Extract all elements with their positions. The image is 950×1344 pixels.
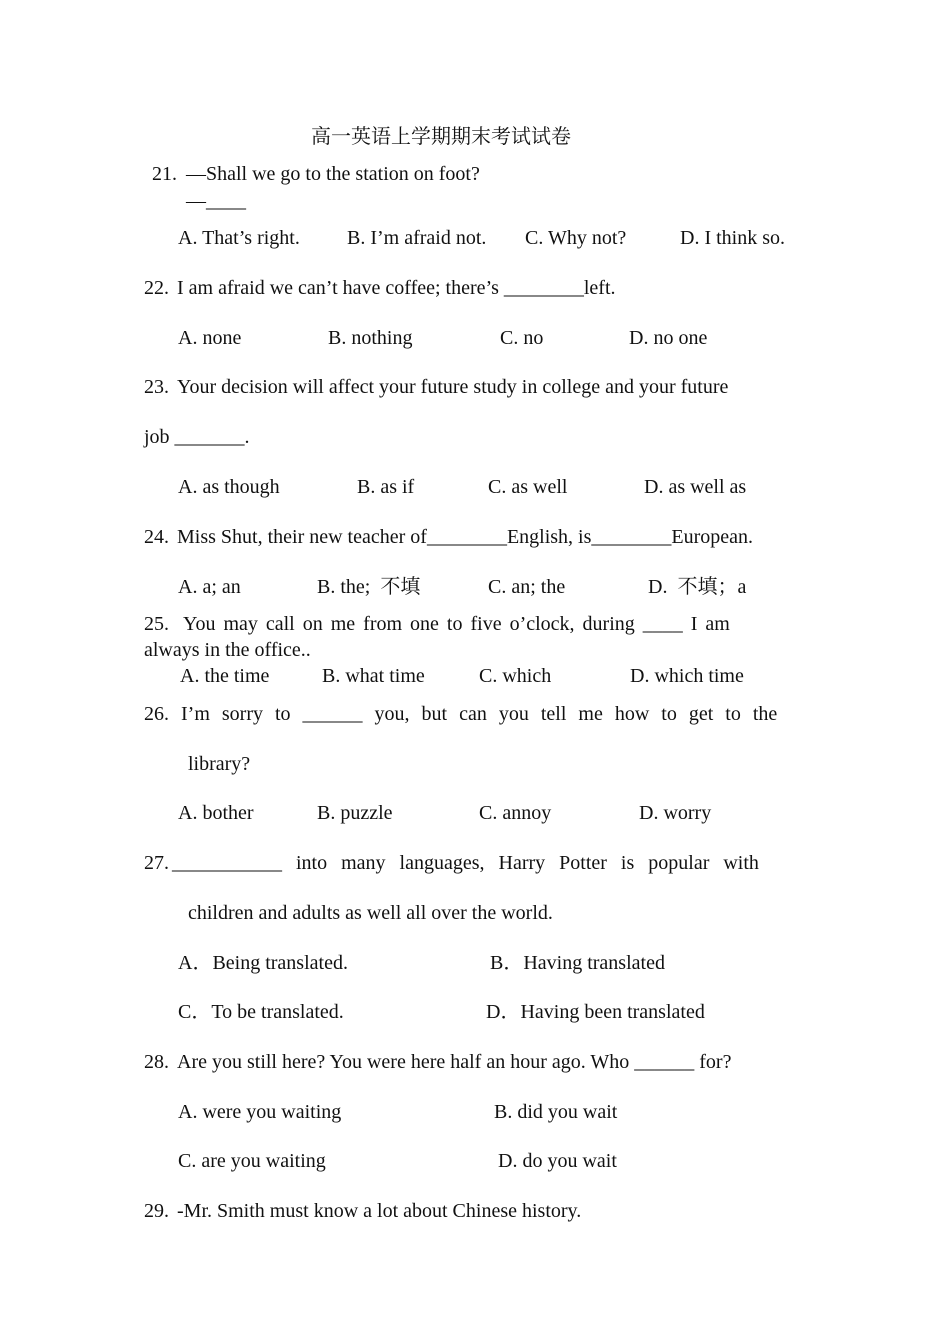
question-stem: Your decision will affect your future study in college and your future — [177, 376, 729, 398]
option-b: B. did you wait — [494, 1101, 618, 1123]
question-stem-continued: children and adults as well all over the world. — [188, 902, 553, 924]
question-stem-continued: —____ — [186, 190, 246, 212]
option-c: C．To be translated. — [178, 1001, 344, 1023]
option-a: A. That’s right. — [178, 227, 300, 249]
question-number: 29. — [144, 1200, 169, 1222]
question-stem: You may call on me from one to five o’clock, during ____ I am — [183, 613, 730, 635]
option-b: B. the; 不填 — [317, 576, 421, 598]
question-stem-continued: job _______. — [144, 426, 250, 448]
option-b: B. I’m afraid not. — [347, 227, 487, 249]
option-a: A. a; an — [178, 576, 241, 598]
option-d: D. which time — [630, 665, 744, 687]
option-d: D. I think so. — [680, 227, 785, 249]
option-b: B. puzzle — [317, 802, 393, 824]
question-stem: —Shall we go to the station on foot? — [186, 163, 480, 185]
option-c: C. Why not? — [525, 227, 627, 249]
option-b: B. as if — [357, 476, 415, 498]
question-number: 27. — [144, 852, 169, 874]
question-stem: -Mr. Smith must know a lot about Chinese history. — [177, 1200, 582, 1222]
option-a: A．Being translated. — [178, 952, 348, 974]
question-number: 26. — [144, 703, 169, 725]
question-stem: I’m sorry to ______ you, but can you tell me how to get to the — [181, 703, 778, 725]
question-stem: ___________ into many languages, Harry Potter is popular with — [172, 852, 759, 874]
question-number: 21. — [152, 163, 177, 185]
option-a: A. bother — [178, 802, 254, 824]
option-d: D. as well as — [644, 476, 747, 498]
option-c: C. as well — [488, 476, 568, 498]
option-a: A. as though — [178, 476, 280, 498]
question-stem-continued: always in the office.. — [144, 639, 311, 661]
question-number: 23. — [144, 376, 169, 398]
option-c: C. no — [500, 327, 544, 349]
option-c: C. are you waiting — [178, 1150, 326, 1172]
question-number: 24. — [144, 526, 169, 548]
option-a: A. the time — [180, 665, 270, 687]
option-b: B. nothing — [328, 327, 413, 349]
question-stem-continued: library? — [188, 753, 251, 775]
option-c: C. annoy — [479, 802, 552, 824]
question-stem: I am afraid we can’t have coffee; there’s ________left. — [177, 277, 616, 299]
option-b: B．Having translated — [490, 952, 665, 974]
question-stem: Miss Shut, their new teacher of________English, is________European. — [177, 526, 754, 548]
question-number: 28. — [144, 1051, 169, 1073]
question-number: 22. — [144, 277, 169, 299]
option-d: D. worry — [639, 802, 712, 824]
option-d: D. 不填；a — [648, 576, 747, 598]
option-d: D. no one — [629, 327, 708, 349]
question-number: 25. — [144, 613, 169, 635]
option-c: C. which — [479, 665, 552, 687]
option-a: A. none — [178, 327, 242, 349]
option-d: D．Having been translated — [486, 1001, 705, 1023]
option-d: D. do you wait — [498, 1150, 617, 1172]
page-title: 高一英语上学期期末考试试卷 — [311, 124, 571, 148]
option-b: B. what time — [322, 665, 425, 687]
option-c: C. an; the — [488, 576, 566, 598]
option-a: A. were you waiting — [178, 1101, 342, 1123]
question-stem: Are you still here? You were here half an hour ago. Who ______ for? — [177, 1051, 732, 1073]
